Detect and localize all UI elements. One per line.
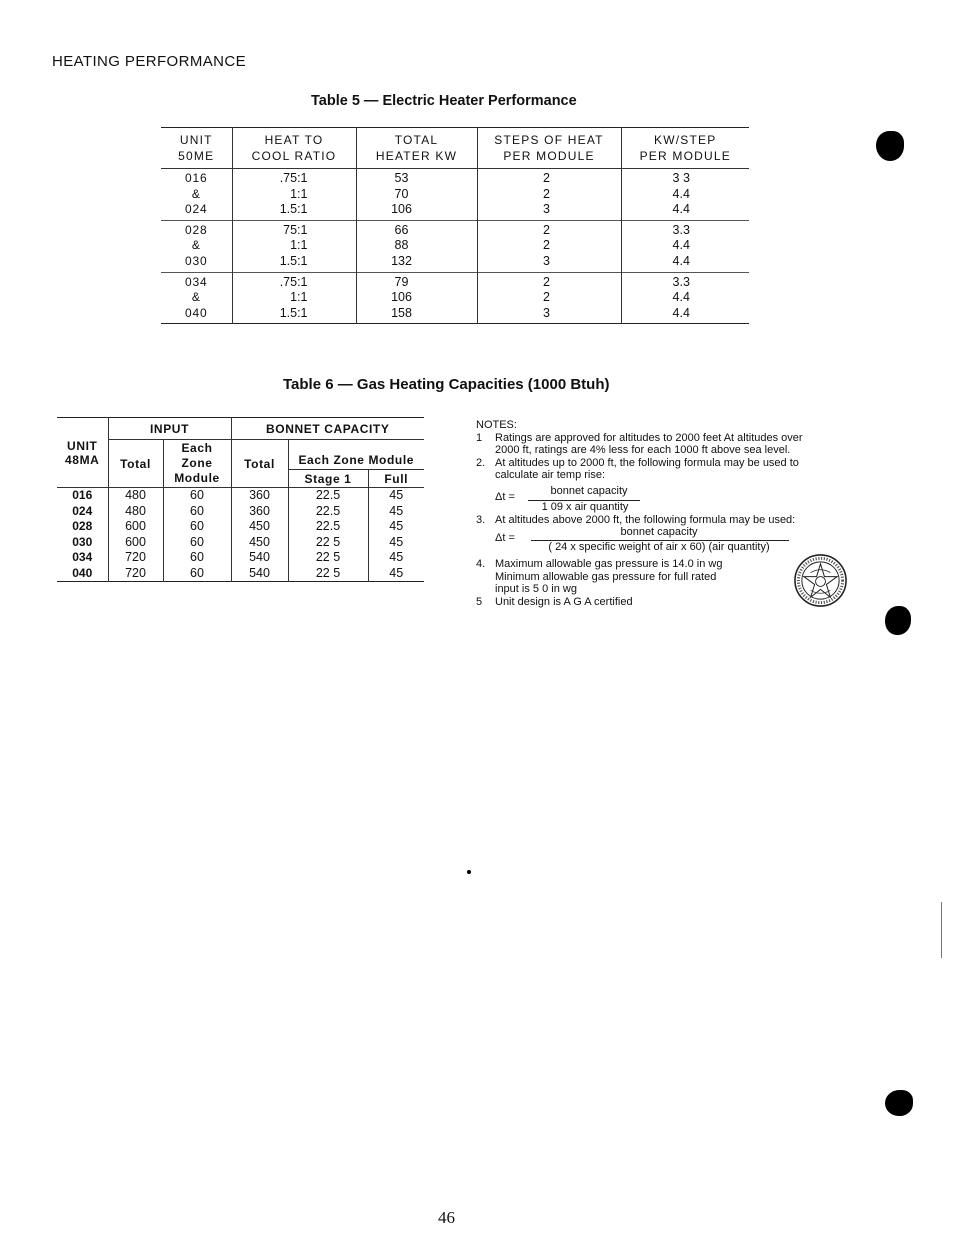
unit-cell: 040 [72,565,93,580]
header-steps-of-heat: STEPS OF HEAT PER MODULE [477,128,621,169]
input-zone-cell: 60 [163,519,231,535]
edge-line [941,902,942,958]
section-title: HEATING PERFORMANCE [52,53,247,70]
steps-cell: 2 2 3 [477,272,621,324]
table5-header-row [161,128,749,169]
header-each-zone-module-bonnet: Each Zone Module [288,440,424,470]
table-row [161,169,749,221]
bonnet-total-cell: 450 [231,535,288,551]
unit-cell: 024 [72,503,93,518]
kw-cell: 66 88 132 [356,220,477,272]
stage1-cell: 22.5 [288,519,368,535]
input-zone-cell: 60 [163,535,231,551]
bonnet-total-cell: 540 [231,550,288,566]
unit-cell: 030 [72,534,93,549]
kwstep-cell: 3.3 4.4 4.4 [621,272,749,324]
header-input-total: Total [108,440,163,488]
note-2: 2. At altitudes up to 2000 ft, the following formula may be used to calculate air temp rise: [476,456,799,481]
stage1-cell: 22 5 [288,566,368,582]
input-zone-cell: 60 [163,550,231,566]
kw-cell: 79 106 158 [356,272,477,324]
header-bonnet-capacity: BONNET CAPACITY [231,418,424,440]
input-zone-cell: 60 [163,566,231,582]
input-total-cell: 600 [108,535,163,551]
steps-cell: 2 2 3 [477,169,621,221]
header-unit: UNIT 50ME [161,128,232,169]
stage1-cell: 22.5 [288,488,368,504]
header-unit-48ma: UNIT 48MA [65,438,100,467]
input-total-cell: 480 [108,488,163,504]
ratio-cell: 75:1 1:1 1.5:1 [232,220,356,272]
binder-hole-mark [885,1090,913,1116]
stage1-cell: 22 5 [288,535,368,551]
table-row [161,272,749,324]
gas-heating-table [57,417,424,582]
unit-cell: 034 [72,550,93,564]
kwstep-cell: 3.3 4.4 4.4 [621,220,749,272]
unit-cell: 016 & 024 [161,169,232,221]
kwstep-cell: 3 3 4.4 4.4 [621,169,749,221]
header-input: INPUT [108,418,231,440]
full-cell: 45 [368,535,424,551]
page-number: 46 [438,1208,455,1227]
table-row [57,488,424,504]
table-row [57,535,424,551]
aga-certified-seal-icon [793,553,848,608]
input-total-cell: 720 [108,550,163,566]
unit-cell: 028 & 030 [161,220,232,272]
input-total-cell: 480 [108,504,163,520]
speck-mark [467,870,471,874]
table6-header-row-2 [57,440,424,470]
full-cell: 45 [368,504,424,520]
bonnet-total-cell: 540 [231,566,288,582]
table6-title: Table 6 — Gas Heating Capacities (1000 Btuh) [283,376,610,393]
formula-1: Δt = bonnet capacity 1 09 x air quantity [476,482,866,514]
kw-cell: 53 70 106 [356,169,477,221]
header-heat-to-cool-ratio: HEAT TO COOL RATIO [232,128,356,169]
stage1-cell: 22.5 [288,504,368,520]
ratio-cell: .75:1 1:1 1.5:1 [232,169,356,221]
unit-cell: 034 & 040 [161,272,232,324]
header-each-zone-module: Each Zone Module [163,440,231,488]
steps-cell: 2 2 3 [477,220,621,272]
ratio-cell: .75:1 1:1 1.5:1 [232,272,356,324]
input-total-cell: 720 [108,566,163,582]
table-row [161,220,749,272]
note-5: 5 Unit design is A G A certified [476,595,633,608]
full-cell: 45 [368,550,424,566]
full-cell: 45 [368,566,424,582]
table-row [57,519,424,535]
bonnet-total-cell: 360 [231,504,288,520]
bonnet-total-cell: 450 [231,519,288,535]
header-bonnet-total: Total [231,440,288,488]
table-row [57,550,424,566]
note-3: 3. At altitudes above 2000 ft, the following formula may be used: [476,513,796,526]
full-cell: 45 [368,488,424,504]
binder-hole-mark [885,606,911,635]
table-row [57,504,424,520]
notes-heading: NOTES: [476,419,517,431]
electric-heater-table [161,127,749,324]
stage1-cell: 22 5 [288,550,368,566]
header-kw-per-step: KW/STEP PER MODULE [621,128,749,169]
table6-header-row-1 [57,418,424,440]
formula-2: Δt = bonnet capacity ( 24 x specific weight of air x 60) (air quantity) [476,526,866,558]
input-zone-cell: 60 [163,488,231,504]
unit-cell: 028 [72,519,93,533]
header-full: Full [368,470,424,488]
full-cell: 45 [368,519,424,535]
note-1: 1 Ratings are approved for altitudes to 2000 feet At altitudes over 2000 ft, ratings are 4% less for each 1000 ft above sea level. [476,431,803,456]
bonnet-total-cell: 360 [231,488,288,504]
header-total-heater-kw: TOTAL HEATER KW [356,128,477,169]
header-stage-1: Stage 1 [288,470,368,488]
binder-hole-mark [876,131,904,161]
unit-cell: 016 [72,488,93,502]
note-4: 4. Maximum allowable gas pressure is 14.0 in wg Minimum allowable gas pressure for full rated input is 5 0 in wg [476,558,723,595]
input-total-cell: 600 [108,519,163,535]
table-row [57,566,424,582]
input-zone-cell: 60 [163,504,231,520]
table5-title: Table 5 — Electric Heater Performance [311,93,577,109]
